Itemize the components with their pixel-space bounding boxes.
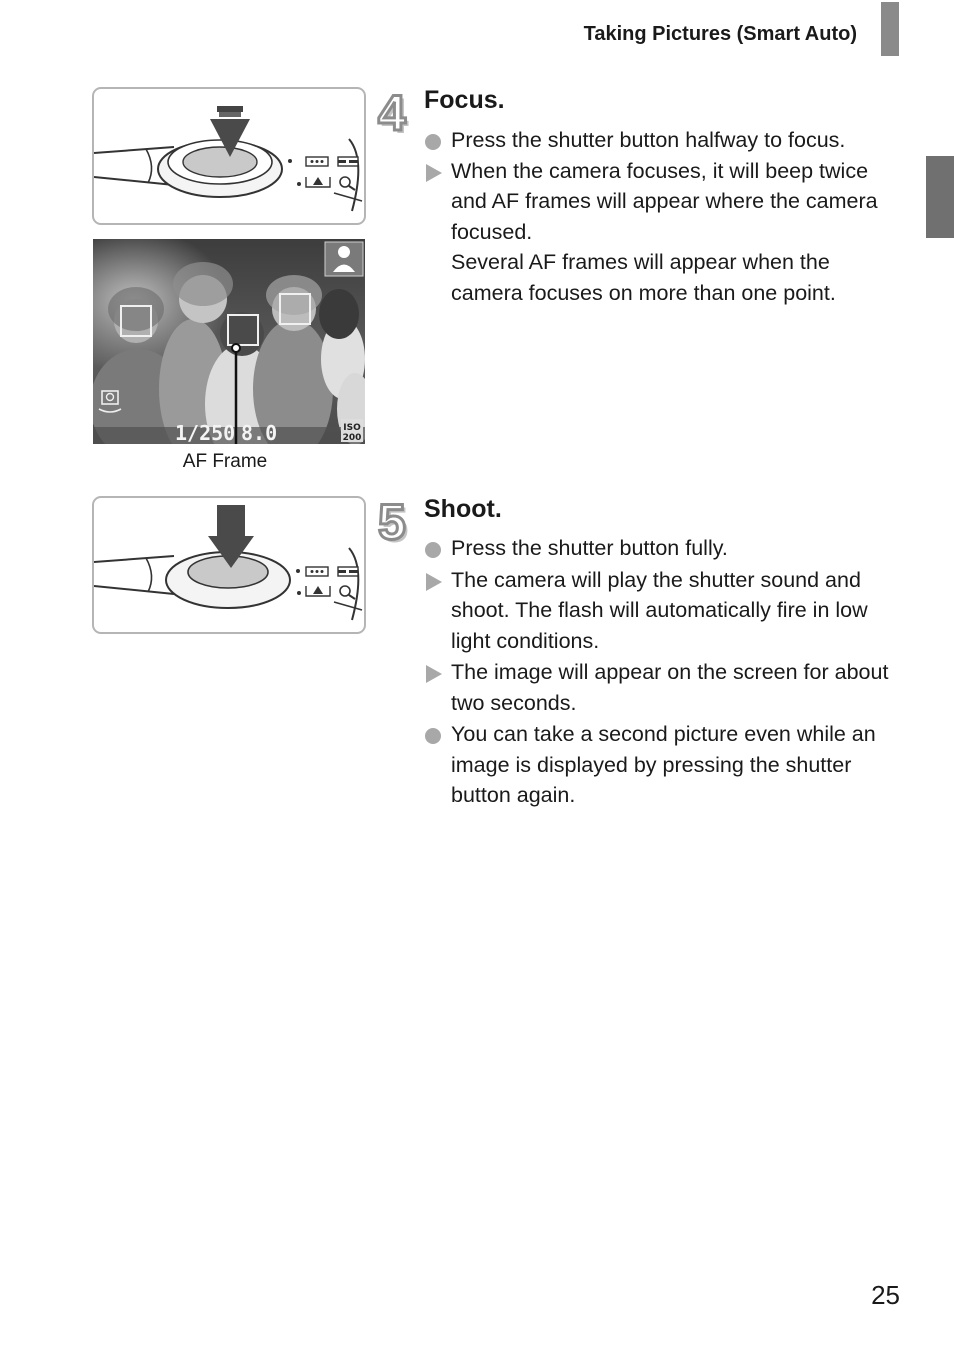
header-accent-bar xyxy=(881,2,899,56)
step-4-list xyxy=(424,125,904,308)
shutter-halfway-illustration xyxy=(92,87,366,225)
circle-bullet-icon xyxy=(424,727,442,745)
list-item xyxy=(424,247,904,308)
lcd-iso-value: 200 xyxy=(342,433,362,443)
page-header-title: Taking Pictures (Smart Auto) xyxy=(583,23,857,45)
step-5-title: Shoot. xyxy=(424,495,502,523)
list-item xyxy=(424,125,904,156)
list-item xyxy=(424,657,904,718)
circle-bullet-icon xyxy=(424,133,442,151)
lcd-shutter-speed: 1/250 xyxy=(175,421,236,444)
list-item-text: The image will appear on the screen for about two seconds. xyxy=(451,660,889,715)
page-number: 25 xyxy=(871,1280,900,1310)
step-5-list xyxy=(424,533,904,811)
circle-bullet-icon xyxy=(424,541,442,559)
list-item-text: You can take a second picture even while an image is displayed by pressing the shutter button again. xyxy=(451,722,876,807)
list-item xyxy=(424,719,904,811)
step-5-number: 5 xyxy=(378,494,406,550)
lcd-photo-image xyxy=(93,239,365,444)
list-item-text: Press the shutter button fully. xyxy=(451,536,728,560)
list-item-text: When the camera focuses, it will beep twice and AF frames will appear where the camera focused. xyxy=(451,158,878,244)
step-4-number: 4 xyxy=(378,85,406,141)
triangle-bullet-icon xyxy=(424,665,442,683)
triangle-bullet-icon xyxy=(424,573,442,591)
list-item-text: The camera will play the shutter sound and shoot. The flash will automatically fire in low light conditions. xyxy=(451,567,868,653)
chapter-side-tab xyxy=(926,156,954,238)
lcd-aperture: 8.0 xyxy=(241,421,278,444)
lcd-screen-photo xyxy=(93,239,365,444)
list-item-text: Press the shutter button halfway to focus. xyxy=(451,128,846,152)
triangle-bullet-icon xyxy=(424,164,442,182)
af-frame-caption: AF Frame xyxy=(182,451,268,472)
lcd-iso-label: ISO xyxy=(343,423,361,433)
list-item xyxy=(424,565,904,657)
list-item xyxy=(424,156,904,248)
step-4-title: Focus. xyxy=(424,86,505,114)
camera-top-fullpress-icon xyxy=(94,498,364,632)
shutter-fully-illustration xyxy=(92,496,366,634)
camera-top-halfpress-icon xyxy=(94,89,364,223)
list-item-text: Several AF frames will appear when the camera focuses on more than one point. xyxy=(451,250,836,305)
list-item xyxy=(424,533,904,564)
